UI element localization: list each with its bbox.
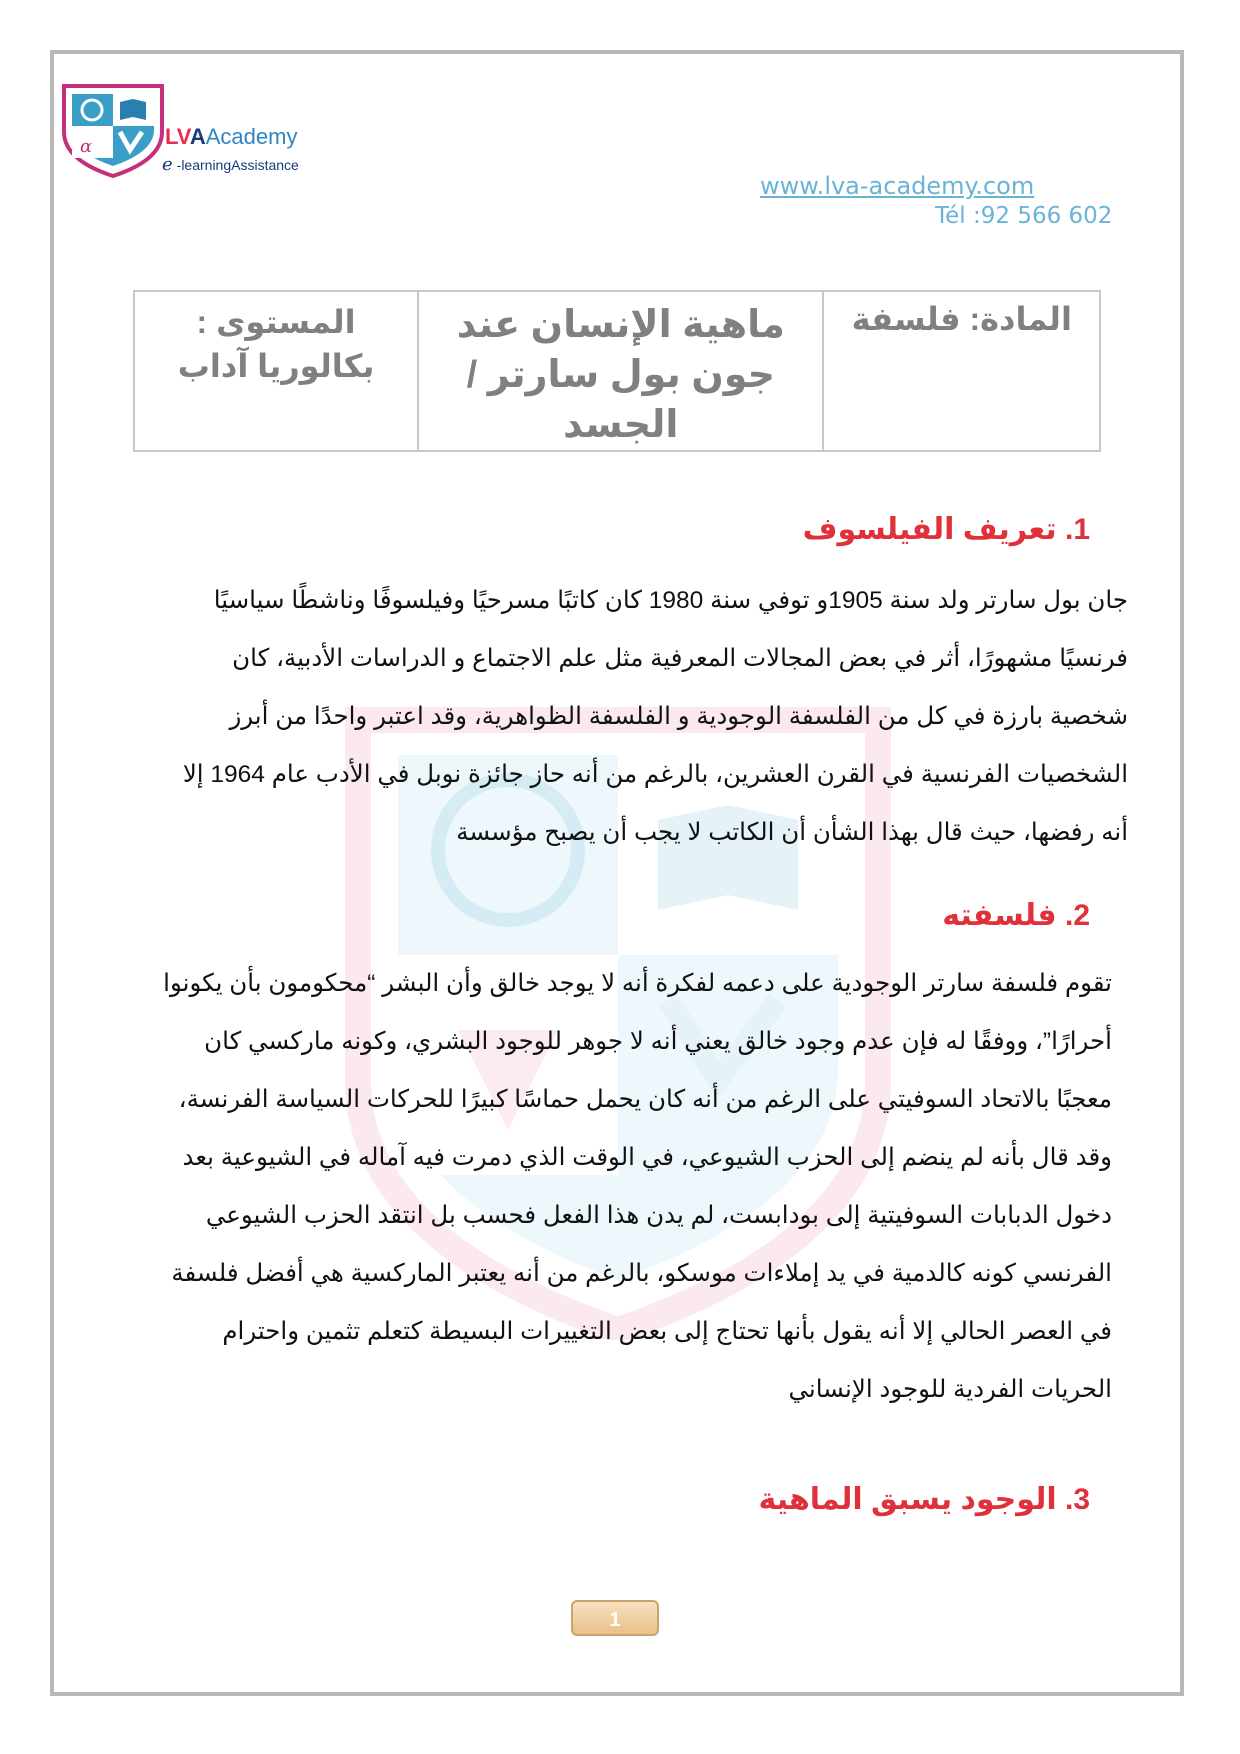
paragraph-line: معجبًا بالاتحاد السوفيتي على الرغم من أنه كان يحمل حماسًا كبيرًا للحركات السياسة الفرنسة، xyxy=(178,1086,1112,1113)
level-value: بكالوريا آداب xyxy=(177,348,375,384)
paragraph-line: الفرنسي كونه كالدمية في يد إملاءات موسكو، بالرغم من أنه يعتبر الماركسية هي أفضل فلسفة xyxy=(171,1260,1112,1287)
brand-lv: LV xyxy=(165,124,190,149)
tagline-text: -learningAssistance xyxy=(176,157,299,173)
tagline-e: e xyxy=(162,154,173,175)
phone-number: Tél :92 566 602 xyxy=(935,203,1113,229)
page-number: 1 xyxy=(571,1600,659,1636)
level-cell xyxy=(134,291,418,451)
paragraph-line: فرنسيًا مشهورًا، أثر في بعض المجالات المعرفية مثل علم الاجتماع و الدراسات الأدبية، كان xyxy=(232,645,1128,672)
paragraph-line: تقوم فلسفة سارتر الوجودية على دعمه لفكرة أنه لا يوجد خالق وأن البشر “محكومون بأن يكونوا xyxy=(163,970,1112,997)
brand-tagline xyxy=(162,154,299,175)
brand-academy: Academy xyxy=(205,124,298,149)
section-heading-3: 3. الوجود يسبق الماهية xyxy=(758,1483,1090,1516)
brand-a: A xyxy=(189,124,206,149)
brand-name xyxy=(165,124,297,150)
lva-academy-logo xyxy=(58,80,168,180)
paragraph-line: شخصية بارزة في كل من الفلسفة الوجودية و الفلسفة الظواهرية، وقد اعتبر واحدًا من أبرز xyxy=(229,703,1128,730)
paragraph-line: أحرارًا”، ووفقًا له فإن عدم وجود خالق يعني أنه لا جوهر للوجود البشري، وكونه ماركسي كان xyxy=(204,1028,1112,1055)
paragraph-line: في العصر الحالي إلا أنه يقول بأنها تحتاج إلى بعض التغييرات البسيطة كتعلم تثمين واحترام xyxy=(222,1318,1112,1345)
paragraph-line: وقد قال بأنه لم ينضم إلى الحزب الشيوعي، في الوقت الذي دمرت فيه آماله في الشيوعية بعد xyxy=(182,1144,1112,1171)
section-heading-1: 1. تعريف الفيلسوف xyxy=(802,513,1090,546)
svg-text:α: α xyxy=(80,136,93,157)
website-link[interactable]: www.lva-academy.com xyxy=(760,172,1035,200)
lesson-title-cell xyxy=(418,291,823,451)
lesson-title: ماهية الإنسان عند جون بول سارتر / الجسد xyxy=(456,304,785,446)
section-paragraph-2 xyxy=(122,955,1112,1419)
paragraph-line: أنه رفضها، حيث قال بهذا الشأن أن الكاتب لا يجب أن يصبح مؤسسة xyxy=(456,819,1128,846)
paragraph-line: الشخصيات الفرنسية في القرن العشرين، بالرغم من أنه حاز جائزة نوبل في الأدب عام 1964 إلا xyxy=(182,761,1128,788)
paragraph-line: جان بول سارتر ولد سنة 1905و توفي سنة 1980 كان كاتبًا مسرحيًا وفيلسوفًا وناشطًا سياسيًا xyxy=(213,587,1128,614)
section-heading-2: 2. فلسفته xyxy=(942,899,1090,932)
section-paragraph-1 xyxy=(118,572,1128,862)
subject-cell xyxy=(823,291,1100,451)
info-table xyxy=(133,290,1101,452)
level-label: المستوى : xyxy=(196,304,356,340)
subject-text: المادة: فلسفة xyxy=(851,301,1072,337)
paragraph-line: دخول الدبابات السوفيتية إلى بودابست، لم يدن هذا الفعل فحسب بل انتقد الحزب الشيوعي xyxy=(205,1202,1112,1229)
paragraph-line: الحريات الفردية للوجود الإنساني xyxy=(788,1376,1112,1403)
